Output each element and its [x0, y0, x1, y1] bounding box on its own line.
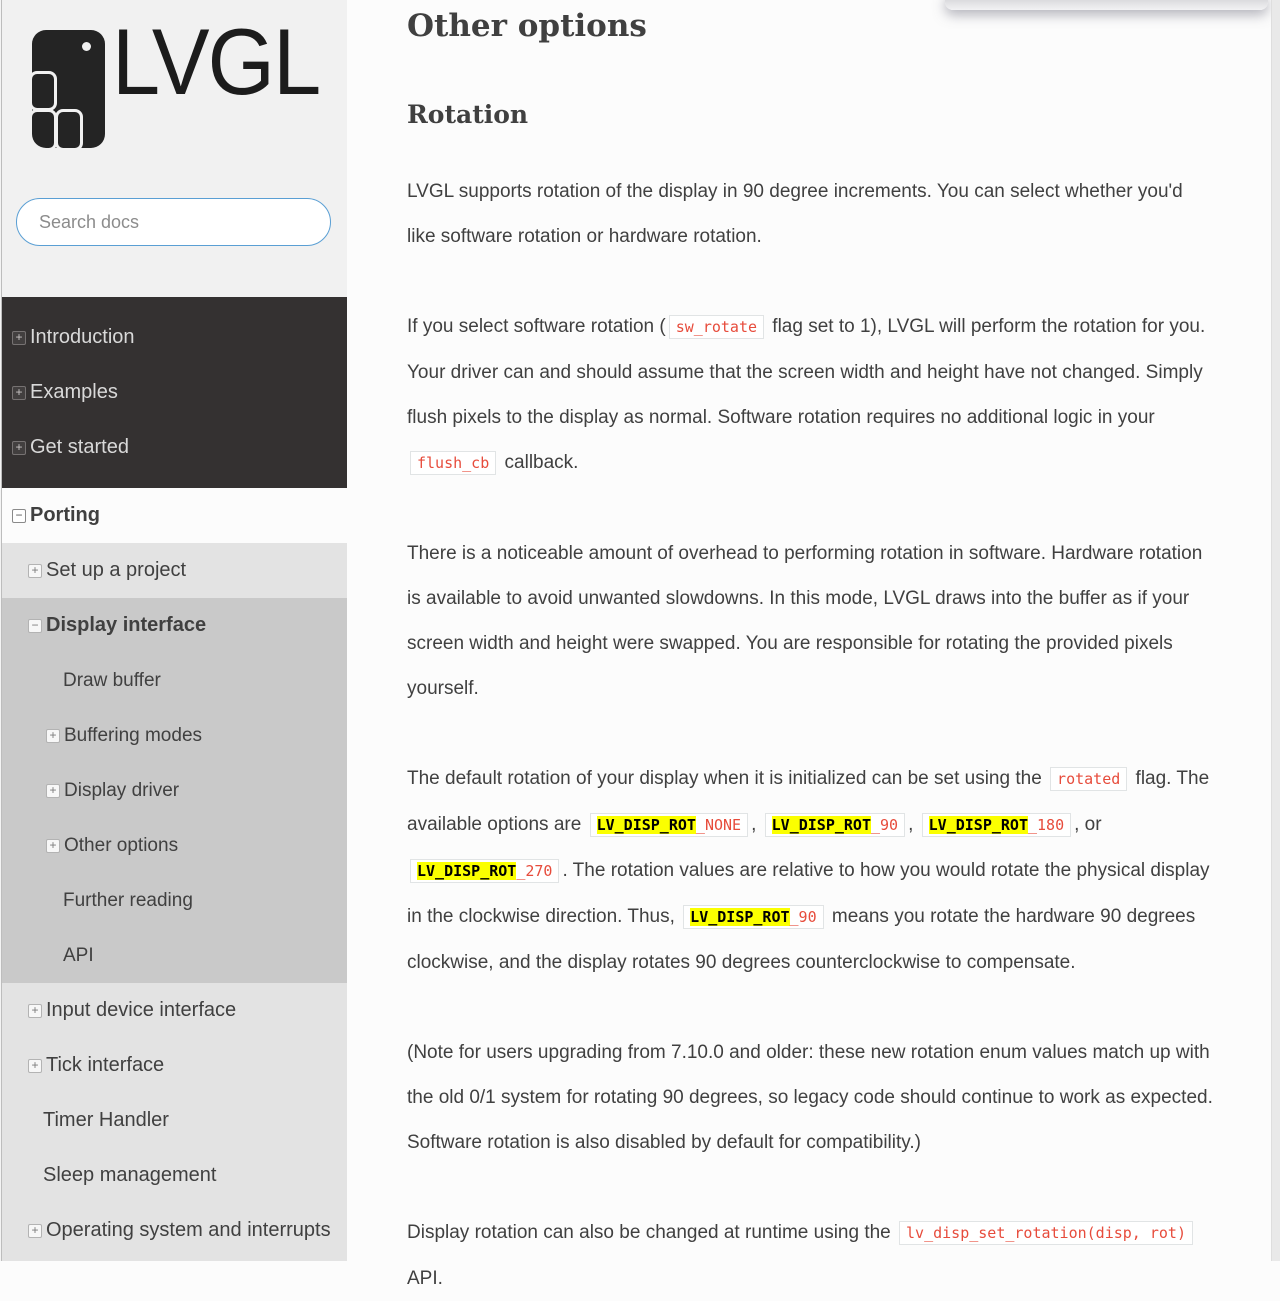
- vertical-scrollbar[interactable]: [1271, 0, 1280, 1261]
- paragraph-5: (Note for users upgrading from 7.10.0 and older: these new rotation enum values match up with the old 0/1 system for rotating 90 degrees, so legacy code should continue to work as expected. Software rotation is also disabled by default for compatibility.): [407, 1042, 1213, 1153]
- expand-icon[interactable]: +: [28, 1004, 42, 1018]
- page-title: Other options: [407, 8, 647, 44]
- sidebar-item-label: Further reading: [63, 889, 193, 911]
- sidebar-item-label: Introduction: [30, 326, 135, 348]
- sidebar-item-api[interactable]: [0, 928, 347, 983]
- window-left-edge: [0, 0, 2, 1261]
- sidebar-item-display-interface[interactable]: [0, 598, 347, 653]
- sidebar-item-label: Timer Handler: [43, 1109, 169, 1131]
- inline-code: flush_cb: [410, 451, 496, 475]
- expand-icon[interactable]: +: [46, 784, 60, 798]
- inline-code: LV_DISP_ROT_NONE: [590, 813, 749, 837]
- sidebar-nav-group-l1: [0, 983, 347, 1258]
- expand-icon[interactable]: +: [46, 839, 60, 853]
- expand-icon[interactable]: +: [12, 386, 26, 400]
- sidebar-item-examples[interactable]: [0, 365, 347, 420]
- inline-code: rotated: [1050, 767, 1127, 791]
- sidebar-item-further-reading[interactable]: [0, 873, 347, 928]
- paragraph-1: LVGL supports rotation of the display in 90 degree increments. You can select whether you'd like software rotation or hardware rotation.: [407, 181, 1183, 247]
- sidebar-nav-group-dark: [0, 297, 347, 488]
- sidebar-item-label: Buffering modes: [64, 724, 203, 746]
- expand-icon[interactable]: +: [46, 729, 60, 743]
- sidebar-item-draw-buffer[interactable]: [0, 653, 347, 708]
- expand-icon[interactable]: +: [28, 564, 42, 578]
- sidebar-item-label: Input device interface: [46, 999, 237, 1021]
- lvgl-logo[interactable]: [16, 9, 331, 174]
- inline-code: LV_DISP_ROT_90: [683, 905, 823, 929]
- sidebar-header: [0, 0, 347, 297]
- paragraph-6: Display rotation can also be changed at runtime using the lv_disp_set_rotation(disp, rot) API.: [407, 1210, 1213, 1301]
- paragraph-2: If you select software rotation ( sw_rotate flag set to 1), LVGL will perform the rotation for you. Your driver can and should assume that the screen width and height have not changed. Simply flush pixels to the display as normal. Software rotation requires no additional logic in your flush_cb callback.: [407, 316, 1206, 473]
- sidebar-nav-group-l2: [0, 598, 347, 983]
- sidebar: [0, 0, 347, 1261]
- sidebar-item-label: Porting: [30, 504, 100, 526]
- sidebar-item-set-up-a-project[interactable]: [0, 543, 347, 598]
- sidebar-item-porting[interactable]: [0, 488, 347, 543]
- inline-code: LV_DISP_ROT_270: [410, 859, 559, 883]
- search-highlight: LV_DISP_ROT: [417, 862, 517, 880]
- doc-body: [407, 169, 1213, 1301]
- search-input[interactable]: [16, 198, 331, 246]
- search-highlight: LV_DISP_ROT: [690, 908, 790, 926]
- sidebar-item-label: API: [63, 944, 94, 966]
- sidebar-item-buffering-modes[interactable]: [0, 708, 347, 763]
- sidebar-item-introduction[interactable]: [0, 310, 347, 365]
- inline-code: sw_rotate: [669, 315, 764, 339]
- lvgl-logo-icon: [32, 30, 105, 148]
- expand-icon[interactable]: +: [12, 331, 26, 345]
- sidebar-item-timer-handler[interactable]: [0, 1093, 347, 1148]
- main-content: [347, 0, 1271, 1289]
- sidebar-item-other-options[interactable]: [0, 818, 347, 873]
- collapse-icon[interactable]: −: [12, 509, 26, 523]
- sidebar-item-label: Sleep management: [43, 1164, 217, 1186]
- partial-overlay-card: [945, 0, 1268, 10]
- sidebar-item-sleep-management[interactable]: [0, 1148, 347, 1203]
- sidebar-item-label: Examples: [30, 381, 118, 403]
- sidebar-item-display-driver[interactable]: [0, 763, 347, 818]
- logo-wordmark: LVGL: [112, 9, 320, 114]
- sidebar-item-label: Get started: [30, 436, 129, 458]
- sidebar-item-operating-system-and-interrupts[interactable]: [0, 1203, 347, 1258]
- expand-icon[interactable]: +: [28, 1059, 42, 1073]
- inline-code: LV_DISP_ROT_90: [765, 813, 905, 837]
- sidebar-item-label: Tick interface: [46, 1054, 165, 1076]
- expand-icon[interactable]: +: [28, 1224, 42, 1238]
- paragraph-3: There is a noticeable amount of overhead to performing rotation in software. Hardware rotation is available to avoid unwanted slowdowns. In this mode, LVGL draws into the buffer as if your screen width and height were swapped. You are responsible for rotating the provided pixels yourself.: [407, 543, 1203, 699]
- sidebar-nav-group-current: [0, 488, 347, 543]
- search-highlight: LV_DISP_ROT: [596, 816, 696, 834]
- expand-icon[interactable]: +: [12, 441, 26, 455]
- sidebar-item-label: Set up a project: [46, 559, 187, 581]
- sidebar-item-label: Other options: [64, 834, 179, 856]
- sidebar-nav: [0, 297, 347, 1258]
- sidebar-item-label: Draw buffer: [63, 669, 161, 691]
- collapse-icon[interactable]: −: [28, 619, 42, 633]
- sidebar-item-get-started[interactable]: [0, 420, 347, 475]
- sidebar-item-input-device-interface[interactable]: [0, 983, 347, 1038]
- sidebar-nav-group-l1: [0, 543, 347, 598]
- section-title-rotation: Rotation: [407, 100, 529, 129]
- sidebar-item-label: Display driver: [64, 779, 180, 801]
- inline-code: LV_DISP_ROT_180: [922, 813, 1071, 837]
- search-highlight: LV_DISP_ROT: [771, 816, 871, 834]
- sidebar-item-label: Display interface: [46, 614, 207, 636]
- search-highlight: LV_DISP_ROT: [928, 816, 1028, 834]
- sidebar-item-label: Operating system and interrupts: [46, 1219, 331, 1241]
- sidebar-item-tick-interface[interactable]: [0, 1038, 347, 1093]
- paragraph-4: The default rotation of your display when it is initialized can be set using the rotated flag. The available options are LV_DISP_ROT_NONE , LV_DISP_ROT_90 , LV_DISP_ROT_180 , or LV_DISP_ROT_270 . The rotation values are relative to how you would rotate the physical display in the clockwise direction. Thus, LV_DISP_ROT_90 means you rotate the hardware 90 degrees clockwise, and the display rotates 90 degrees counterclockwise to compensate.: [407, 768, 1210, 973]
- inline-code: lv_disp_set_rotation(disp, rot): [899, 1221, 1193, 1245]
